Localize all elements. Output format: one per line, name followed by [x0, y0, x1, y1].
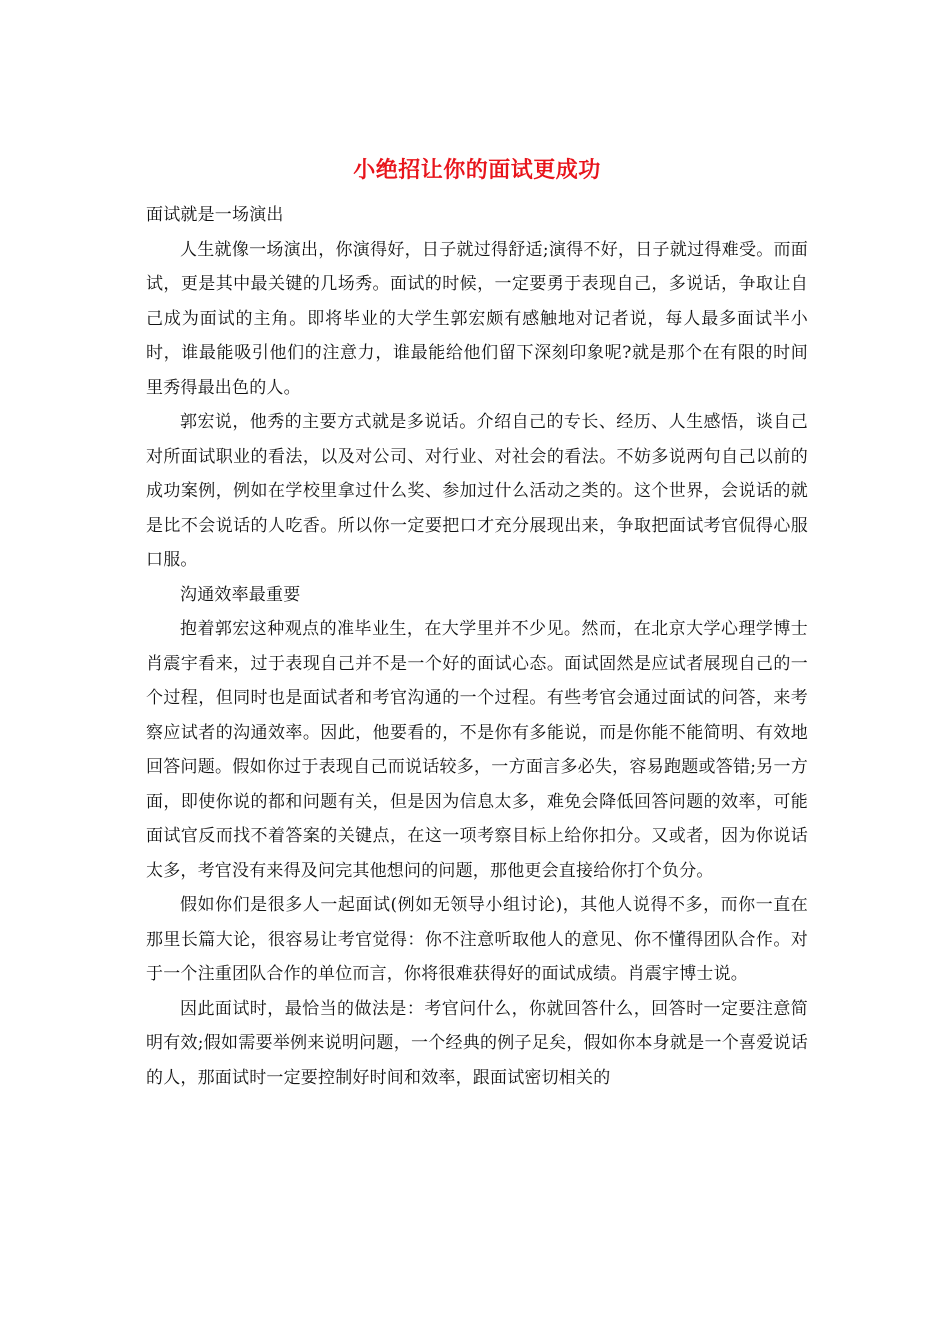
- paragraph: 人生就像一场演出，你演得好，日子就过得舒适;演得不好，日子就过得难受。而面试，更是其中最关键的几场秀。面试的时候，一定要勇于表现自己，多说话，争取让自己成为面试的主角。即将毕业的大学生郭宏颇有感触地对记者说，每人最多面试半小时，谁最能吸引他们的注意力，谁最能给他们留下深刻印象呢?就是那个在有限的时间里秀得最出色的人。: [146, 239, 808, 398]
- paragraph: 抱着郭宏这种观点的准毕业生，在大学里并不少见。然而，在北京大学心理学博士肖震宇看来，过于表现自己并不是一个好的面试心态。面试固然是应试者展现自己的一个过程，但同时也是面试者和考官沟通的一个过程。有些考官会通过面试的问答，来考察应试者的沟通效率。因此，他要看的，不是你有多能说，而是你能不能简明、有效地回答问题。假如你过于表现自己而说话较多，一方面言多必失，容易跑题或答错;另一方面，即使你说的都和问题有关，但是因为信息太多，难免会降低回答问题的效率，可能面试官反而找不着答案的关键点，在这一项考察目标上给你扣分。又或者，因为你说话太多，考官没有来得及问完其他想问的问题，那他更会直接给你打个负分。: [146, 619, 808, 881]
- paragraph: 因此面试时，最恰当的做法是：考官问什么，你就回答什么，回答时一定要注意简明有效;假如需要举例来说明问题，一个经典的例子足矣，假如你本身就是一个喜爱说话的人，那面试时一定要控制好时间和效率，跟面试密切相关的: [146, 998, 808, 1088]
- document-body: [146, 150, 808, 1095]
- paragraph: 郭宏说，他秀的主要方式就是多说话。介绍自己的专长、经历、人生感悟，谈自己对所面试职业的看法，以及对公司、对行业、对社会的看法。不妨多说两句自己以前的成功案例，例如在学校里拿过什么奖、参加过什么活动之类的。这个世界，会说话的就是比不会说话的人吃香。所以你一定要把口才充分展现出来，争取把面试考官侃得心服口服。: [146, 412, 808, 570]
- document-title: 小绝招让你的面试更成功: [353, 157, 601, 183]
- section-heading-communication: 沟通效率最重要: [180, 584, 301, 605]
- paragraph: 假如你们是很多人一起面试(例如无领导小组讨论)，其他人说得不多，而你一直在那里长篇大论，很容易让考官觉得：你不注意听取他人的意见、你不懂得团队合作。对于一个注重团队合作的单位而言，你将很难获得好的面试成绩。肖震宇博士说。: [146, 895, 808, 984]
- section-heading-performance: 面试就是一场演出: [146, 205, 284, 225]
